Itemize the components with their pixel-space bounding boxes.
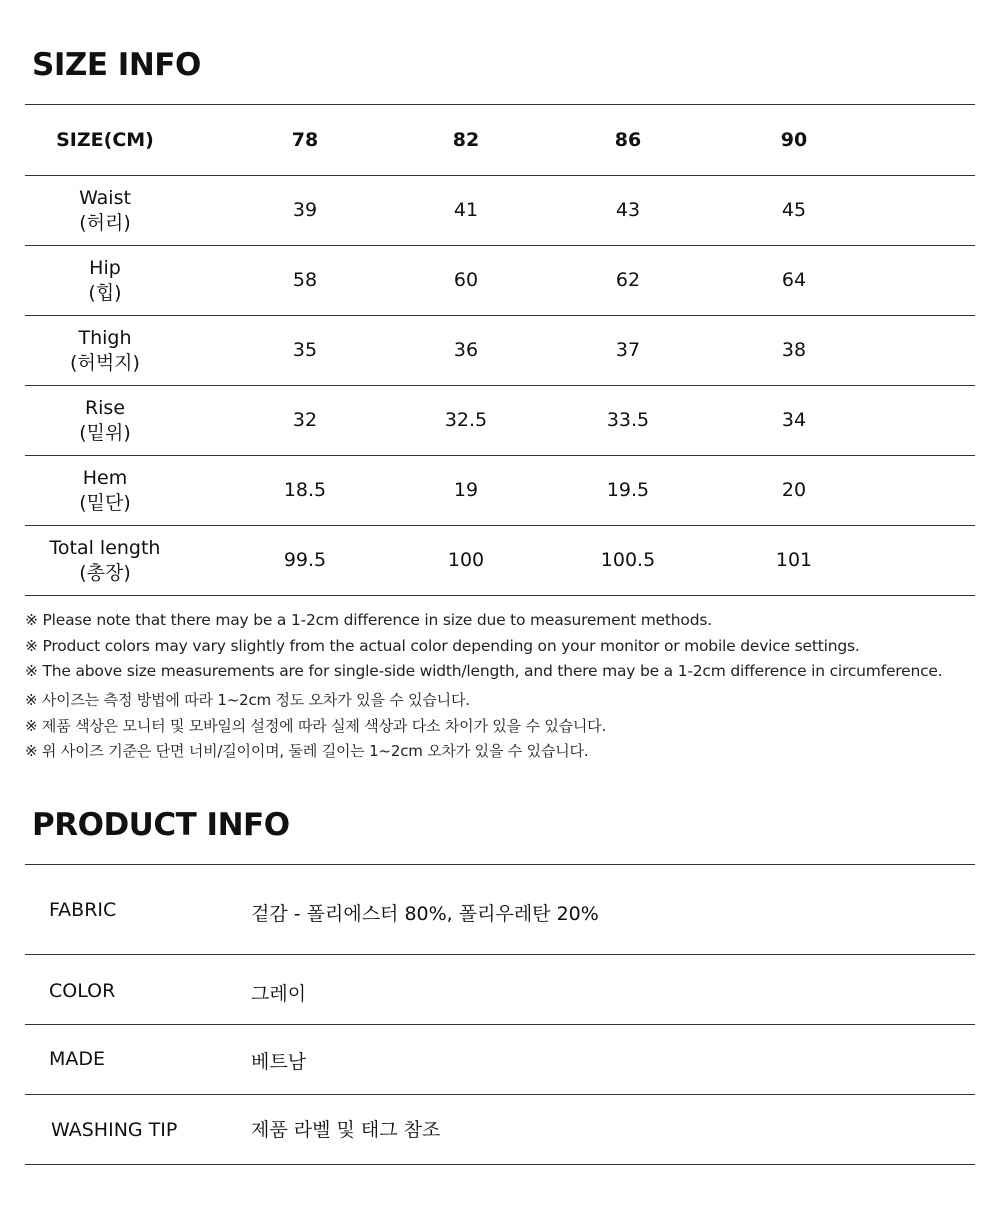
size-value: 34 <box>781 409 807 431</box>
size-value: 19.5 <box>606 479 650 501</box>
note-line: ※ 제품 색상은 모니터 및 모바일의 설정에 따라 실제 색상과 다소 차이가 있을 수 있습니다. <box>25 716 607 735</box>
header-cell-size-78: 78 <box>291 128 319 151</box>
size-row-waist <box>25 176 975 246</box>
note-line: ※ Product colors may vary slightly from the actual color depending on your monitor or mobile device settings. <box>25 636 860 655</box>
size-value: 60 <box>453 269 479 291</box>
size-value: 36 <box>453 339 479 361</box>
product-row-made <box>25 1025 975 1095</box>
size-value: 32.5 <box>444 409 488 431</box>
note-line: ※ 위 사이즈 기준은 단면 너비/길이이며, 둘레 길이는 1~2cm 오차가 있을 수 있습니다. <box>25 742 589 760</box>
product-value: 겉감 - 폴리에스터 80%, 폴리우레탄 20% <box>251 903 599 925</box>
size-row-total-length <box>25 526 975 596</box>
header-cell-size-86: 86 <box>614 128 642 151</box>
row-label <box>25 246 185 315</box>
row-label <box>25 386 185 455</box>
size-notes-english <box>25 608 985 685</box>
row-label-en: Rise <box>84 396 126 419</box>
size-value: 64 <box>781 269 807 291</box>
row-label-en: Waist <box>79 186 131 209</box>
size-value: 33.5 <box>606 409 650 431</box>
size-value: 43 <box>615 199 641 221</box>
size-value: 38 <box>781 339 807 361</box>
size-value: 32 <box>292 409 318 431</box>
row-label <box>25 526 185 595</box>
size-value: 62 <box>615 269 641 291</box>
size-value: 99.5 <box>283 549 327 571</box>
product-info-table <box>25 864 975 1165</box>
size-info-title: SIZE INFO <box>32 47 201 83</box>
header-cell-size-82: 82 <box>452 128 480 151</box>
size-value: 45 <box>781 199 807 221</box>
row-label-en: Thigh <box>78 326 132 349</box>
note-line: ※ 사이즈는 측정 방법에 따라 1~2cm 정도 오차가 있을 수 있습니다. <box>25 691 470 709</box>
note-line: ※ Please note that there may be a 1-2cm difference in size due to measurement methods. <box>25 611 712 629</box>
note-line: ※ The above size measurements are for single-side width/length, and there may be a 1-2cm difference in circumference. <box>25 662 943 680</box>
row-label-en: Total length <box>49 536 161 559</box>
size-row-rise <box>25 386 975 456</box>
header-cell-size-90: 90 <box>780 128 808 151</box>
size-value: 19 <box>453 479 479 501</box>
size-value: 20 <box>781 479 807 501</box>
size-row-hip <box>25 246 975 316</box>
size-value: 101 <box>775 549 813 571</box>
size-table-header <box>25 105 975 176</box>
row-label-kr: (허리) <box>79 211 131 234</box>
product-row-fabric <box>25 865 975 955</box>
row-label <box>25 176 185 245</box>
size-value: 37 <box>615 339 641 361</box>
product-label: FABRIC <box>49 899 117 921</box>
row-label-en: Hem <box>82 466 128 489</box>
product-value: 제품 라벨 및 태그 참조 <box>251 1119 441 1141</box>
row-label <box>25 456 185 525</box>
product-row-color <box>25 955 975 1025</box>
product-label: MADE <box>49 1048 106 1070</box>
product-row-washing-tip <box>25 1095 975 1165</box>
product-info-title: PRODUCT INFO <box>32 807 290 843</box>
row-label-kr: (밑단) <box>79 491 131 514</box>
row-label-kr: (밑위) <box>79 421 131 444</box>
product-value: 그레이 <box>251 983 307 1005</box>
size-value: 100 <box>447 549 485 571</box>
product-label: COLOR <box>49 980 116 1002</box>
size-value: 41 <box>453 199 479 221</box>
size-value: 100.5 <box>600 549 656 571</box>
size-value: 58 <box>292 269 318 291</box>
row-label-kr: (총장) <box>79 561 131 584</box>
row-label-kr: (허벅지) <box>70 351 140 374</box>
size-value: 18.5 <box>283 479 327 501</box>
size-value: 39 <box>292 199 318 221</box>
product-label: WASHING TIP <box>51 1119 178 1141</box>
row-label-en: Hip <box>89 256 121 279</box>
size-row-hem <box>25 456 975 526</box>
row-label <box>25 316 185 385</box>
header-cell-size-label: SIZE(CM) <box>56 128 154 151</box>
size-row-thigh <box>25 316 975 386</box>
size-table <box>25 104 975 596</box>
size-notes-korean <box>25 688 985 765</box>
size-value: 35 <box>292 339 318 361</box>
product-value: 베트남 <box>251 1051 307 1073</box>
row-label-kr: (힙) <box>88 281 122 304</box>
